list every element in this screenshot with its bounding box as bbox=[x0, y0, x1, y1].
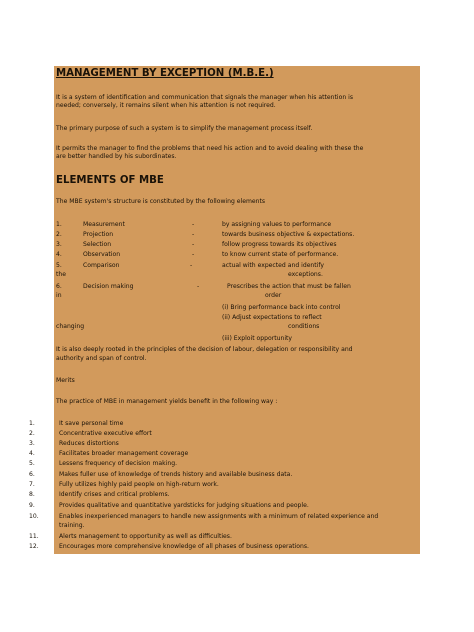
element-wrap-exceptions: exceptions. bbox=[288, 271, 323, 278]
element-desc: to know current state of performance. bbox=[222, 251, 339, 258]
element-number: 1. bbox=[56, 221, 62, 228]
merit-number: 6. bbox=[29, 471, 35, 478]
merit-number: 5. bbox=[29, 460, 35, 467]
merit-number: 8. bbox=[29, 491, 35, 498]
merit-text: training. bbox=[59, 522, 85, 529]
merit-text: Enables inexperienced managers to handle new assignments with a minimum of related experience and bbox=[59, 513, 379, 520]
element-dash: - bbox=[192, 241, 195, 248]
decision-option: (iii) Exploit opportunity bbox=[222, 335, 293, 342]
element-number: 5. bbox=[56, 262, 62, 269]
element-wrap-in: in bbox=[56, 292, 62, 299]
element-wrap-the: the bbox=[56, 271, 67, 278]
element-dash: - bbox=[192, 251, 195, 258]
elements-intro: The MBE system's structure is constituted by the following elements bbox=[56, 198, 266, 205]
element-wrap-order: order bbox=[265, 292, 282, 299]
merit-text: Concentrative executive effort bbox=[59, 430, 152, 437]
roots-line: It is also deeply rooted in the principles of the decision of labour, delegation or responsibility and bbox=[56, 346, 353, 353]
element-desc: actual with expected and identify bbox=[222, 262, 325, 269]
element-number: 6. bbox=[56, 283, 62, 290]
element-desc: follow progress towards its objectives bbox=[222, 241, 337, 248]
element-dash: - bbox=[197, 283, 200, 290]
element-number: 3. bbox=[56, 241, 62, 248]
merit-number: 11. bbox=[29, 533, 39, 540]
element-dash: - bbox=[190, 262, 193, 269]
intro-line: needed; conversely, it remains silent when his attention is not required. bbox=[56, 102, 276, 109]
merit-number: 10. bbox=[29, 513, 39, 520]
decision-option: (ii) Adjust expectations to reflect bbox=[222, 314, 322, 321]
roots-line: authority and span of control. bbox=[56, 355, 147, 362]
merit-text: Provides qualitative and quantitative yardsticks for judging situations and people. bbox=[59, 502, 309, 509]
intro-line: The primary purpose of such a system is to simplify the management process itself. bbox=[56, 125, 313, 132]
merit-number: 9. bbox=[29, 502, 35, 509]
merit-number: 1. bbox=[29, 420, 35, 427]
merit-text: Alerts management to opportunity as well as difficulties. bbox=[59, 533, 232, 540]
merit-number: 4. bbox=[29, 450, 35, 457]
element-name: Measurement bbox=[83, 221, 125, 228]
merit-number: 7. bbox=[29, 481, 35, 488]
element-name: Selection bbox=[83, 241, 112, 248]
intro-line: It permits the manager to find the problems that need his action and to avoid dealing with these the bbox=[56, 145, 364, 152]
intro-line: are better handled by his subordinates. bbox=[56, 153, 177, 160]
element-desc: towards business objective & expectations. bbox=[222, 231, 355, 238]
element-name: Observation bbox=[83, 251, 121, 258]
element-wrap-changing: changing bbox=[56, 323, 85, 330]
decision-option: (i) Bring performance back into control bbox=[222, 304, 341, 311]
page-title: MANAGEMENT BY EXCEPTION (M.B.E.) bbox=[56, 68, 274, 79]
merit-number: 3. bbox=[29, 440, 35, 447]
merit-text: Makes fuller use of knowledge of trends history and available business data. bbox=[59, 471, 293, 478]
element-number: 2. bbox=[56, 231, 62, 238]
element-name: Comparison bbox=[83, 262, 120, 269]
intro-line: It is a system of identification and communication that signals the manager when his attention is bbox=[56, 94, 354, 101]
element-desc: Prescribes the action that must be fallen bbox=[227, 283, 351, 290]
merits-intro: The practice of MBE in management yields benefit in the following way : bbox=[56, 398, 278, 405]
merit-text: Facilitates broader management coverage bbox=[59, 450, 189, 457]
merit-text: Fully utilizes highly paid people on high-return work. bbox=[59, 481, 219, 488]
merit-text: Encourages more comprehensive knowledge of all phases of business operations. bbox=[59, 543, 309, 550]
merit-text: Lessens frequency of decision making. bbox=[59, 460, 178, 467]
element-name: Decision making bbox=[83, 283, 134, 290]
element-number: 4. bbox=[56, 251, 62, 258]
merit-text: It save personal time bbox=[59, 420, 124, 427]
element-dash: - bbox=[192, 231, 195, 238]
merit-number: 12. bbox=[29, 543, 39, 550]
element-dash: - bbox=[192, 221, 195, 228]
merit-number: 2. bbox=[29, 430, 35, 437]
element-wrap-conditions: conditions bbox=[288, 323, 320, 330]
elements-heading: ELEMENTS OF MBE bbox=[56, 175, 164, 186]
merit-text: Reduces distortions bbox=[59, 440, 119, 447]
element-name: Projection bbox=[83, 231, 114, 238]
merit-text: Identify crises and critical problems. bbox=[59, 491, 170, 498]
element-desc: by assigning values to performance bbox=[222, 221, 332, 228]
merits-heading: Merits bbox=[56, 377, 75, 384]
